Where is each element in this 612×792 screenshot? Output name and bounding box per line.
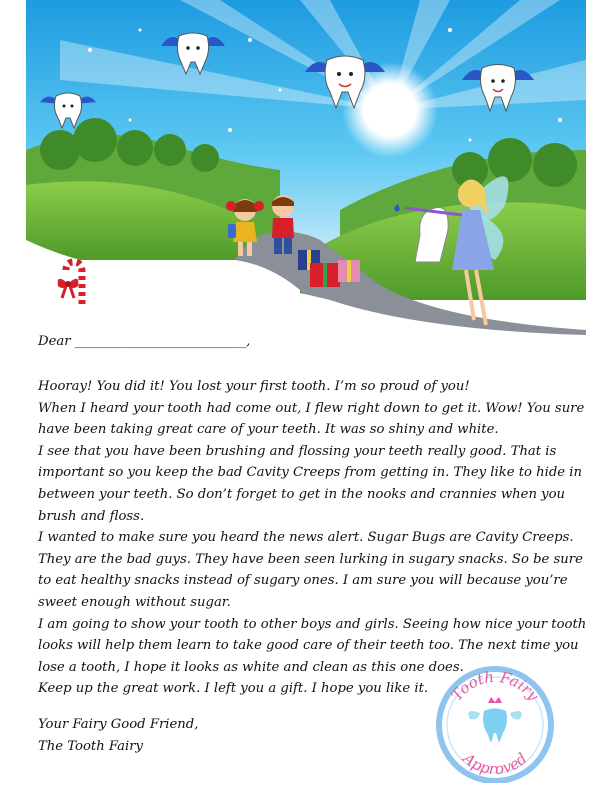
- stamp-bottom-text: Approved: [459, 749, 531, 779]
- letter-paragraph: I wanted to make sure you heard the news alert. Sugar Bugs are Cavity Creeps. They are the bad guys. They have been seen lurking in sugary snacks. So be sure to eat healthy snacks instead of sugary ones. I am sure you will because you’re sweet enough without sugar.: [38, 530, 583, 610]
- tooth-fairy-approved-stamp: [430, 663, 560, 783]
- letter-paragraph: Hooray! You did it! You lost your first tooth. I’m so proud of you!: [38, 379, 470, 394]
- letter-body: [38, 376, 590, 700]
- stamp-top-text: Tooth Fairy: [447, 667, 543, 705]
- letter-paragraph: I am going to show your tooth to other boys and girls. Seeing how nice your tooth looks will help them learn to take good care of their teeth too. The next time you lose a tooth, I hope it looks as white and clean as this one does.: [38, 616, 587, 675]
- signature-line: The Tooth Fairy: [38, 738, 144, 754]
- candy-cane-icon: [52, 256, 100, 308]
- closing-line: Your Fairy Good Friend,: [38, 717, 199, 732]
- letter-paragraph: Keep up the great work. I left you a gift. I hope you like it.: [38, 681, 429, 697]
- letter-paragraph: I see that you have been brushing and flossing your teeth really good. That is important so you keep the bad Cavity Creeps from getting in. They like to hide in between your teeth. So don’t forget to get in the nooks and crannies when you brush and floss.: [38, 443, 583, 524]
- letter-paragraph: When I heard your tooth had come out, I flew right down to get it. Wow! You sure have been taking great care of your teeth. It was so shiny and white.: [38, 400, 585, 438]
- letter-greeting: Dear __________________________,: [38, 334, 251, 349]
